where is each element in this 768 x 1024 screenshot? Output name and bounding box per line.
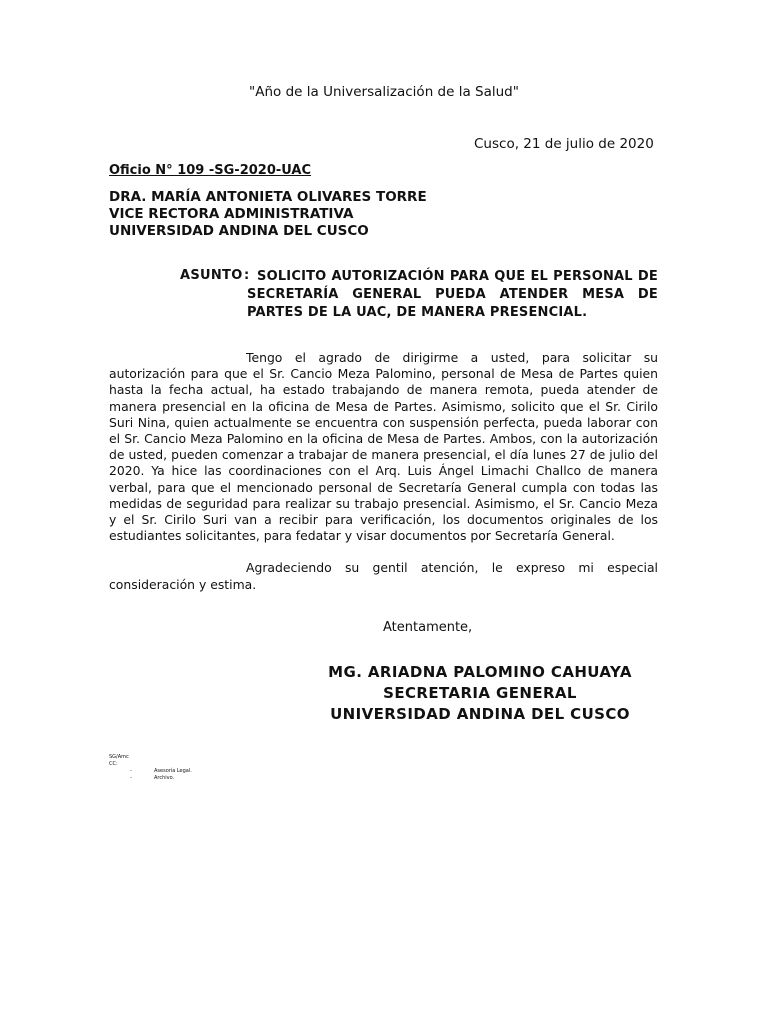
closing-salutation: Atentamente,: [383, 620, 473, 635]
subject-colon: :: [244, 268, 250, 283]
signer-name: MG. ARIADNA PALOMINO CAHUAYA: [328, 663, 632, 681]
recipient-title: VICE RECTORA ADMINISTRATIVA: [109, 206, 354, 222]
body-paragraph-thanks: Agradeciendo su gentil atención, le expreso mi especial consideración y estima.: [109, 560, 658, 592]
recipient-name: DRA. MARÍA ANTONIETA OLIVARES TORRE: [109, 189, 427, 205]
footer-references: [109, 754, 192, 782]
cc-item: [109, 775, 192, 782]
subject-text: SOLICITO AUTORIZACIÓN PARA QUE EL PERSONAL DE SECRETARÍA GENERAL PUEDA ATENDER MESA DE PARTES DE LA UAC, DE MANERA PRESENCIAL.: [247, 269, 658, 320]
subject-label: ASUNTO: [180, 268, 243, 283]
recipient-institution: UNIVERSIDAD ANDINA DEL CUSCO: [109, 223, 369, 239]
signer-institution: UNIVERSIDAD ANDINA DEL CUSCO: [330, 705, 630, 723]
cc-bullet: -: [130, 768, 132, 774]
document-date: Cusco, 21 de julio de 2020: [474, 136, 654, 152]
cc-item-label: Asesoría Legal.: [154, 768, 192, 774]
oficio-number: Oficio N° 109 -SG-2020-UAC: [109, 163, 312, 178]
cc-item: [109, 768, 192, 775]
recipient-block: [109, 189, 427, 240]
signer-title: SECRETARIA GENERAL: [383, 684, 577, 702]
footer-initials: SG/Amc: [109, 754, 129, 760]
document-motto: "Año de la Universalización de la Salud": [249, 84, 519, 100]
cc-item-label: Archivo.: [154, 775, 175, 781]
cc-bullet: -: [130, 775, 132, 781]
signature-block: [280, 662, 680, 725]
footer-cc-label: CC:: [109, 761, 118, 767]
body-paragraph-request: Tengo el agrado de dirigirme a usted, para solicitar su autorización para que el Sr. Cancio Meza Palomino, personal de Mesa de Partes quien hasta la fecha actual, ha estado trabajando de manera remota, pueda atender de manera presencial en la oficina de Mesa de Partes. Asimismo, solicito que el Sr. Cirilo Suri Nina, quien actualmente se encuentra con suspensión perfecta, pueda laborar con el Sr. Cancio Meza Palomino en la oficina de Mesa de Partes. Ambos, con la autorización de usted, pueden comenzar a trabajar de manera presencial, el día lunes 27 de julio del 2020. Ya hice las coordinaciones con el Arq. Luis Ángel Limachi Challco de manera verbal, para que el mencionado personal de Secretaría General cumpla con todas las medidas de seguridad para realizar su trabajo presencial. Asimismo, el Sr. Cancio Meza y el Sr. Cirilo Suri van a recibir para verificación, los documentos originales de los estudiantes solicitantes, para fedatar y visar documentos por Secretaría General.: [109, 350, 658, 544]
